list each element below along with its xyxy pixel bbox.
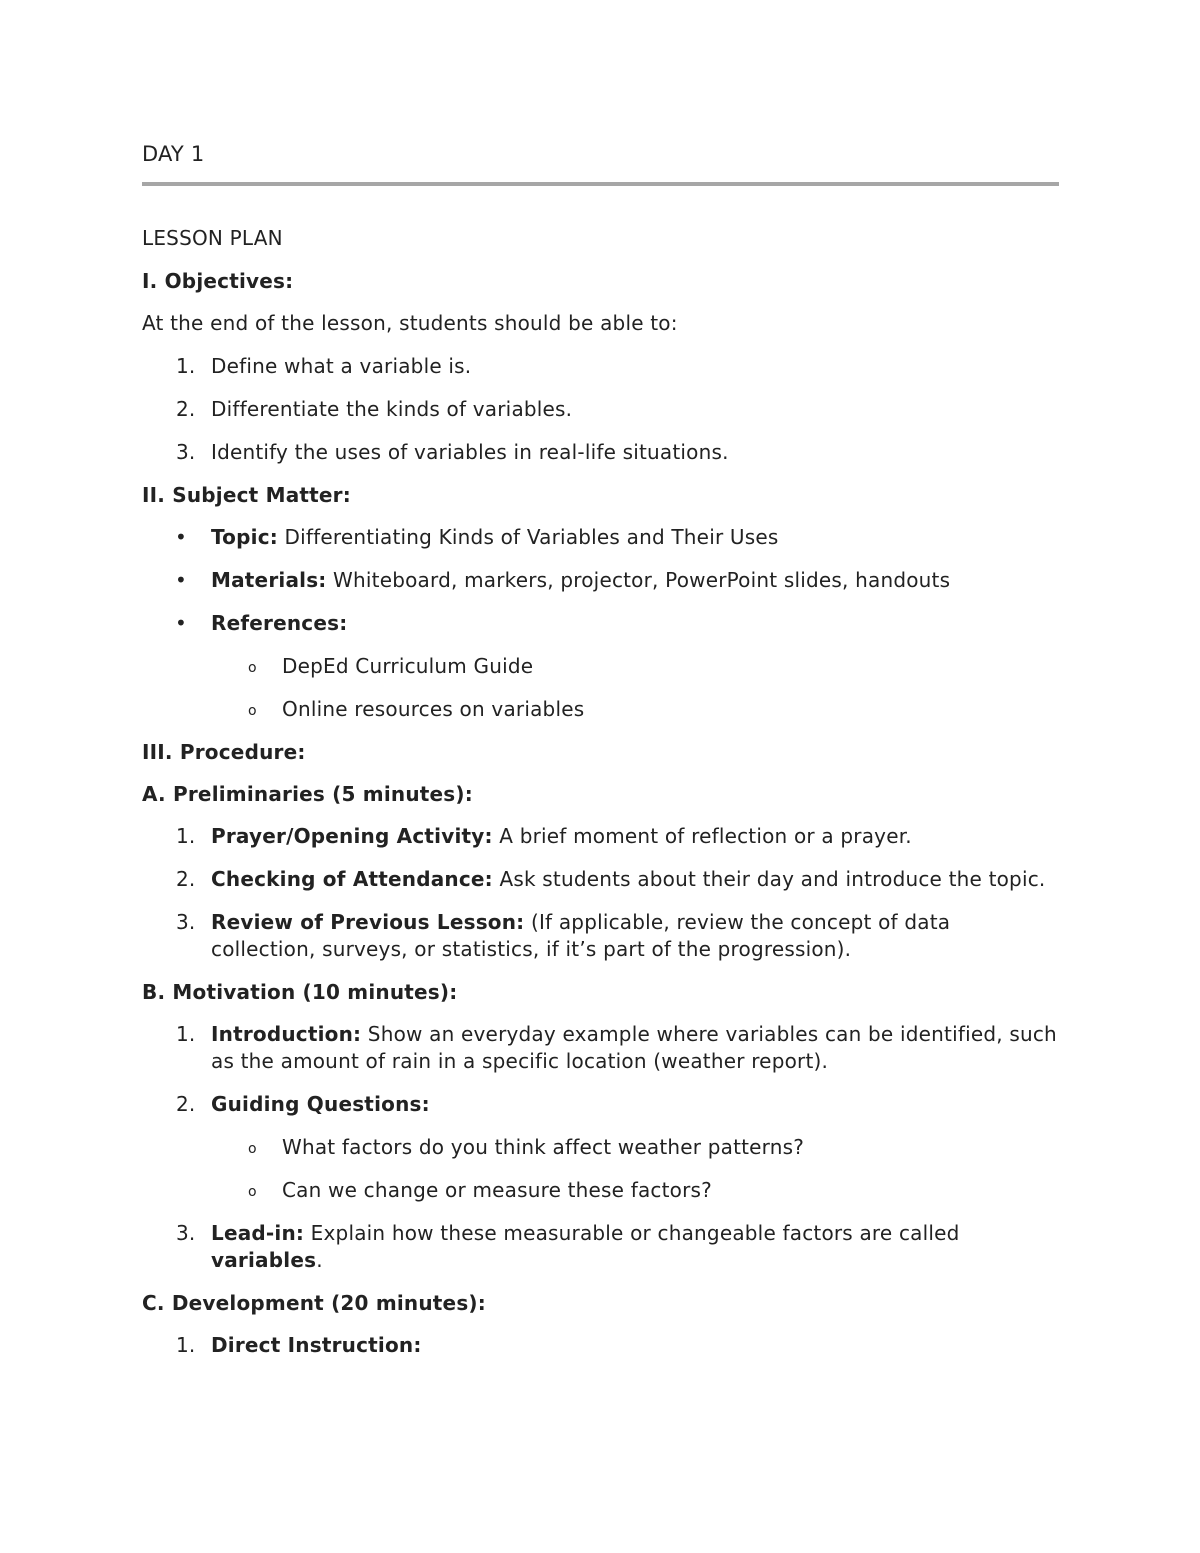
list-item xyxy=(142,866,1060,893)
list-number: 2. xyxy=(176,1092,196,1116)
item-label: Checking of Attendance: xyxy=(211,867,493,891)
preliminaries-heading: A. Preliminaries (5 minutes): xyxy=(142,782,473,806)
list-number: 2. xyxy=(176,397,196,421)
item-label: Lead-in: xyxy=(211,1221,305,1245)
bullet-icon: • xyxy=(175,525,187,549)
motivation-list xyxy=(142,1021,1060,1118)
objectives-heading: I. Objectives: xyxy=(142,269,294,293)
day-title: DAY 1 xyxy=(142,142,205,166)
list-number: 1. xyxy=(176,354,196,378)
bullet-icon: • xyxy=(175,611,187,635)
materials-label: Materials: xyxy=(211,568,327,592)
sub-bullet-icon: o xyxy=(248,703,257,719)
item-label: Introduction: xyxy=(211,1022,362,1046)
guiding-questions-list xyxy=(142,1134,1060,1204)
lesson-title: LESSON PLAN xyxy=(142,226,283,250)
question-text: What factors do you think affect weather patterns? xyxy=(282,1135,805,1159)
list-item-materials xyxy=(142,567,1060,594)
list-number: 3. xyxy=(176,440,196,464)
item-end: . xyxy=(316,1248,323,1272)
list-item-text: Define what a variable is. xyxy=(211,354,472,378)
list-item xyxy=(142,1177,1060,1204)
list-number: 3. xyxy=(176,1221,196,1245)
item-label: Prayer/Opening Activity: xyxy=(211,824,493,848)
development-list xyxy=(142,1332,1060,1359)
list-item xyxy=(142,1332,1060,1359)
item-text: (If applicable, review the concept of data collection, surveys, or statistics, if it’s part of the progression). xyxy=(211,910,951,961)
item-text: Show an everyday example where variables can be identified, such as the amount of rain in a specific location (weather report). xyxy=(211,1022,1057,1073)
item-emphasis: variables xyxy=(211,1248,317,1272)
list-number: 1. xyxy=(176,1333,196,1357)
list-number: 1. xyxy=(176,824,196,848)
procedure-heading: III. Procedure: xyxy=(142,740,306,764)
objectives-intro: At the end of the lesson, students should be able to: xyxy=(142,311,678,335)
item-label: Guiding Questions: xyxy=(211,1092,430,1116)
list-item-text: Identify the uses of variables in real-life situations. xyxy=(211,440,729,464)
list-number: 3. xyxy=(176,910,196,934)
motivation-heading: B. Motivation (10 minutes): xyxy=(142,980,458,1004)
development-heading: C. Development (20 minutes): xyxy=(142,1291,486,1315)
topic-label: Topic: xyxy=(211,525,278,549)
list-item-topic xyxy=(142,524,1060,551)
references-label: References: xyxy=(211,611,348,635)
item-label: Review of Previous Lesson: xyxy=(211,910,525,934)
list-number: 1. xyxy=(176,1022,196,1046)
list-item xyxy=(142,1021,1060,1075)
horizontal-rule xyxy=(142,182,1059,186)
list-item xyxy=(142,696,1060,723)
sub-bullet-icon: o xyxy=(248,660,257,676)
list-item xyxy=(142,353,1060,380)
list-item xyxy=(142,653,1060,680)
sub-bullet-icon: o xyxy=(248,1141,257,1157)
list-item xyxy=(142,439,1060,466)
topic-text: Differentiating Kinds of Variables and Their Uses xyxy=(277,525,779,549)
reference-text: DepEd Curriculum Guide xyxy=(282,654,534,678)
list-item-text: Differentiate the kinds of variables. xyxy=(211,397,573,421)
list-number: 2. xyxy=(176,867,196,891)
materials-text: Whiteboard, markers, projector, PowerPoint slides, handouts xyxy=(326,568,951,592)
item-text: Ask students about their day and introduce the topic. xyxy=(492,867,1046,891)
references-list xyxy=(142,653,1060,723)
list-item xyxy=(142,909,1060,963)
item-text: A brief moment of reflection or a prayer. xyxy=(492,824,912,848)
motivation-list-continued xyxy=(142,1220,1060,1274)
preliminaries-list xyxy=(142,823,1060,963)
list-item-references xyxy=(142,610,1060,637)
document-page xyxy=(142,0,1060,1553)
bullet-icon: • xyxy=(175,568,187,592)
item-text: Explain how these measurable or changeable factors are called xyxy=(304,1221,960,1245)
list-item xyxy=(142,1220,1060,1274)
item-label: Direct Instruction: xyxy=(211,1333,422,1357)
sub-bullet-icon: o xyxy=(248,1184,257,1200)
lesson-body xyxy=(142,225,1060,1375)
list-item xyxy=(142,1134,1060,1161)
reference-text: Online resources on variables xyxy=(282,697,585,721)
subject-matter-heading: II. Subject Matter: xyxy=(142,483,351,507)
list-item xyxy=(142,396,1060,423)
question-text: Can we change or measure these factors? xyxy=(282,1178,712,1202)
objectives-list xyxy=(142,353,1060,466)
list-item xyxy=(142,1091,1060,1118)
list-item xyxy=(142,823,1060,850)
subject-matter-list xyxy=(142,524,1060,637)
